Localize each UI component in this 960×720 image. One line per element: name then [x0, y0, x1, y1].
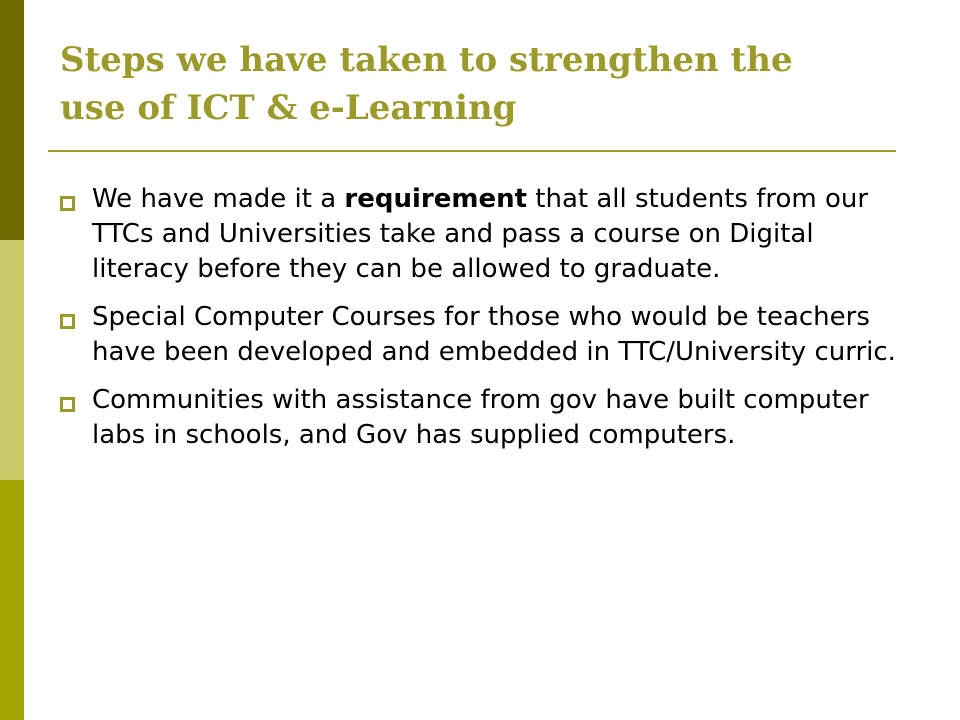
bullet-item-requirement: [60, 182, 900, 287]
title-divider: [48, 150, 896, 152]
sidebar-segment-bottom: [0, 480, 24, 720]
slide-title: [60, 36, 920, 132]
bullet-item-labs: [60, 383, 900, 453]
square-bullet-icon: [60, 397, 75, 412]
square-bullet-icon: [60, 314, 75, 329]
bullet-3-text: Communities with assistance from gov have built computer labs in schools, and Gov has supplied computers.: [92, 385, 869, 450]
sidebar-segment-top: [0, 0, 24, 240]
square-bullet-icon: [60, 196, 75, 211]
bullet-1-emphasis: requirement: [344, 184, 528, 214]
sidebar-segment-middle: [0, 240, 24, 480]
bullet-list: [60, 182, 900, 466]
slide-title-line-2: use of ICT & e-Learning: [60, 88, 517, 128]
bullet-2-text: Special Computer Courses for those who would be teachers have been developed and embedded in TTC/University curric.: [92, 302, 896, 367]
bullet-item-courses: [60, 300, 900, 370]
bullet-1-text-after: that all students from our TTCs and Universities take and pass a course on Digital literacy before they can be allowed to graduate.: [92, 184, 869, 284]
bullet-1-text-before: We have made it a: [92, 184, 345, 214]
slide-title-line-1: Steps we have taken to strengthen the: [60, 40, 793, 80]
